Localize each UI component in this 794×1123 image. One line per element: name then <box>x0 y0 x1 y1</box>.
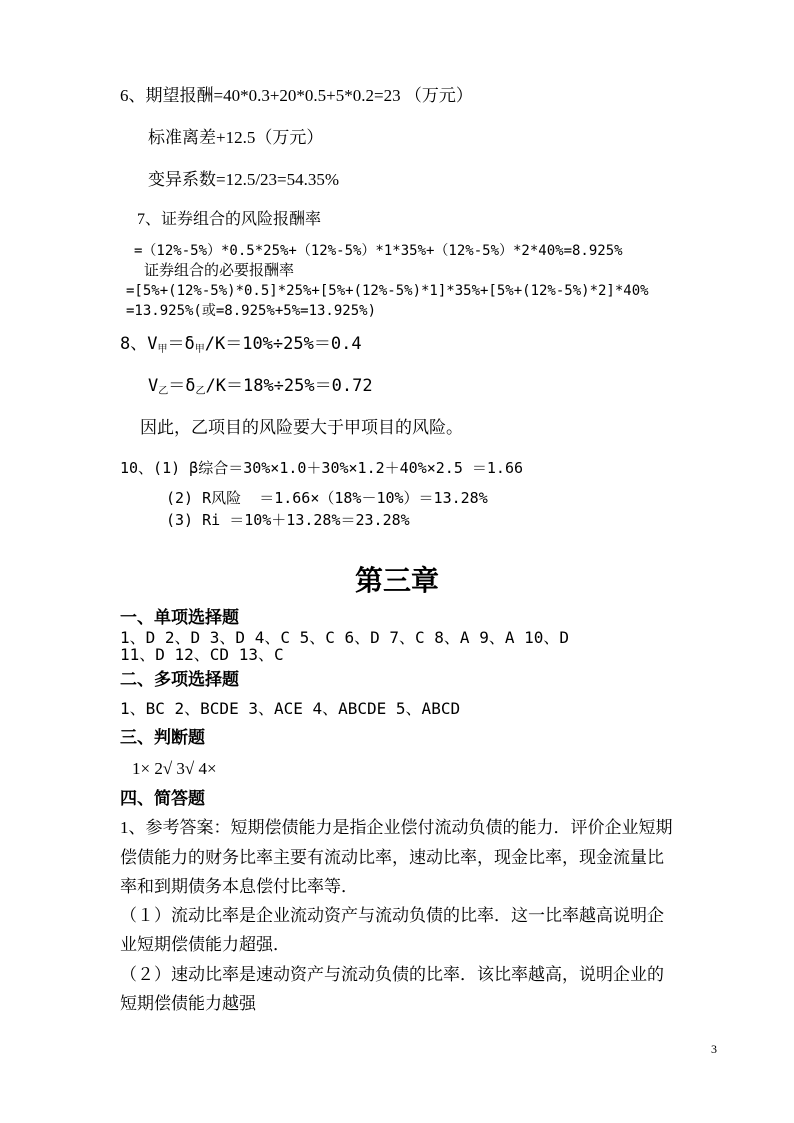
risk-premium-line: (2) R风险 ＝1.66×（18%－10%）＝13.28% <box>166 489 488 507</box>
short-answer-p3-line2: 短期偿债能力越强 <box>120 994 256 1013</box>
short-answer-p2-line2: 业短期偿债能力超强． <box>120 935 290 954</box>
single-choice-answers-2: 11、D 12、CD 13、C <box>120 645 284 664</box>
portfolio-risk-formula: =（12%-5%）*0.5*25%+（12%-5%）*1*35%+（12%-5%）*2*40%=8.925% <box>134 243 623 259</box>
true-false-answers: 1× 2√ 3√ 4× <box>132 759 217 778</box>
standard-deviation-line: 标准离差+12.5（万元） <box>148 128 324 147</box>
single-choice-answers-1: 1、D 2、D 3、D 4、C 5、C 6、D 7、C 8、A 9、A 10、D <box>120 628 569 647</box>
short-answer-p1-line1: 1、参考答案：短期偿债能力是指企业偿付流动负债的能力．评价企业短期 <box>120 818 673 837</box>
true-false-heading: 三、判断题 <box>120 728 205 747</box>
short-answer-p2-line1: （１）流动比率是企业流动资产与流动负债的比率．这一比率越高说明企 <box>120 906 664 925</box>
short-answer-p1-line3: 率和到期债务本息偿付比率等． <box>120 877 358 896</box>
short-answer-p3-line1: （２）速动比率是速动资产与流动负债的比率．该比率越高，说明企业的 <box>120 965 664 984</box>
multiple-choice-heading: 二、多项选择题 <box>120 670 239 689</box>
chapter-title: 第三章 <box>354 566 439 597</box>
portfolio-risk-title: 7、证券组合的风险报酬率 <box>137 211 322 228</box>
page-number: 3 <box>711 1042 717 1056</box>
variation-coefficient-line: 变异系数=12.5/23=54.35% <box>148 170 340 189</box>
risk-conclusion: 因此，乙项目的风险要大于甲项目的风险。 <box>140 418 463 437</box>
required-return-subtitle: 证券组合的必要报酬率 <box>144 263 295 279</box>
short-answer-heading: 四、简答题 <box>120 789 205 808</box>
v-jia-formula: 8、$V_甲=\delta_甲/K=10\%\div 25\%=0.4$ <box>120 334 362 355</box>
expected-return-line: 6、期望报酬=40*0.3+20*0.5+5*0.2=23 （万元） <box>120 86 473 105</box>
required-return-result: =13.925%(或=8.925%+5%=13.925%) <box>126 303 377 319</box>
required-return-formula: =[5%+(12%-5%)*0.5]*25%+[5%+(12%-5%)*1]*35%+[5%+(12%-5%)*2]*40% <box>126 283 649 299</box>
single-choice-heading: 一、单项选择题 <box>120 608 239 627</box>
v-yi-formula: $V_乙=\delta_乙/K=18\%\div 25\%=0.72$ <box>148 376 373 397</box>
multiple-choice-answers: 1、BC 2、BCDE 3、ACE 4、ABCDE 5、ABCD <box>120 699 461 718</box>
short-answer-p1-line2: 偿债能力的财务比率主要有流动比率，速动比率，现金比率，现金流量比 <box>120 848 664 867</box>
required-rate-line: (3) Ri ＝10%＋13.28%＝23.28% <box>166 511 410 529</box>
beta-combined-line: 10、(1) β综合＝30%×1.0＋30%×1.2＋40%×2.5 ＝1.66 <box>120 459 524 477</box>
